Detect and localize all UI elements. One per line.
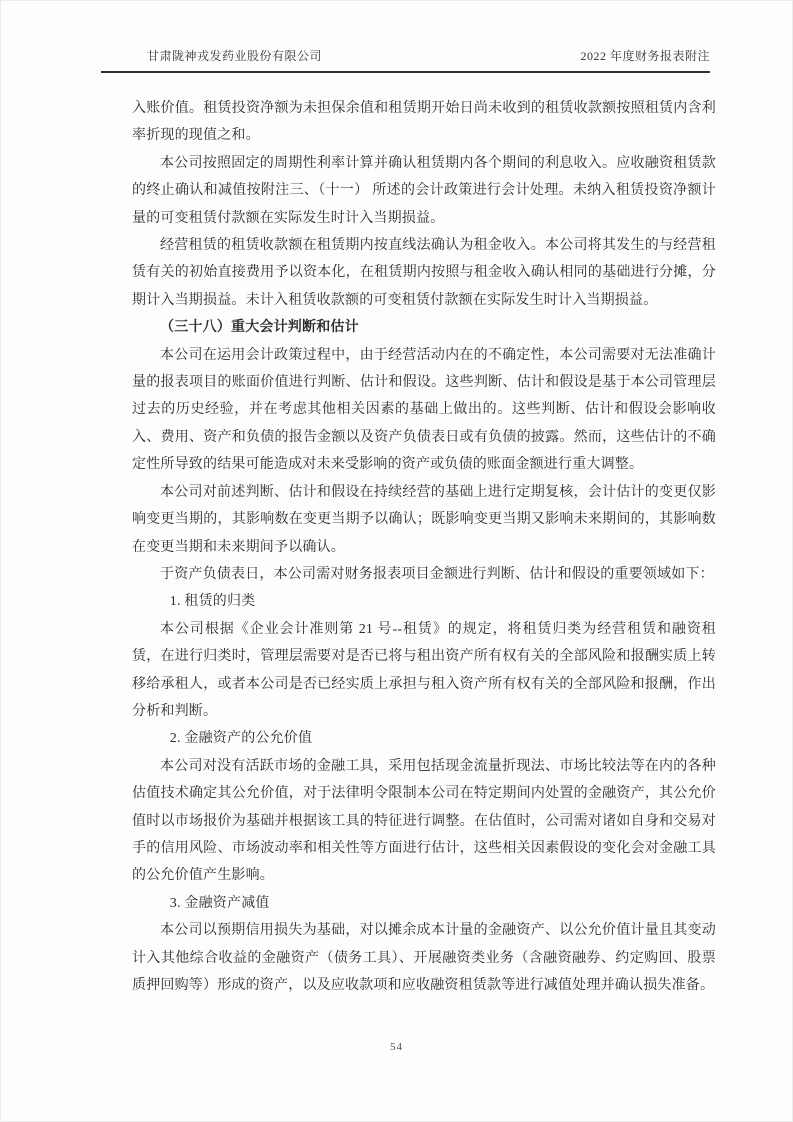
heading-significant-judgments: （三十八）重大会计判断和估计 — [160, 320, 359, 336]
para-key-areas-intro: 于资产负债表日，本公司需对财务报表项目金额进行判断、估计和假设的重要领域如下： — [160, 566, 714, 582]
para-impairment-detail: 本公司以预期信用损失为基础，对以摊余成本计量的金融资产、以公允价值计量且其变动计入其他综合收益的金融资产（债务工具）、开展融资类业务（含融资融券、约定购回、股票质押回购等）形成的资产，以及应收款项和应收融资租赁款等进行减值处理并确认损失准备。 — [132, 923, 716, 993]
document-body — [132, 95, 716, 999]
para-lease-classification-detail: 本公司根据《企业会计准则第 21 号--租赁》的规定，将租赁归类为经营租赁和融资租赁，在进行归类时，管理层需要对是否已将与租出资产所有权有关的全部风险和报酬实质上转移给承租人，或者本公司是否已经实质上承担与租入资产所有权有关的全部风险和报酬，作出分析和判断。 — [132, 621, 716, 719]
item-lease-classification: 1. 租赁的归类 — [169, 594, 256, 610]
para-fair-value-detail: 本公司对没有活跃市场的金融工具，采用包括现金流量折现法、市场比较法等在内的各种估值技术确定其公允价值，对于法律明令限制本公司在特定期间内处置的金融资产，其公允价值时以市场报价为基础并根据该工具的特征进行调整。在估值时，公司需对诸如自身和交易对手的信用风险、市场波动率和相关性等方面进行估计，这些相关因素假设的变化会对金融工具的公允价值产生影响。 — [132, 758, 716, 884]
header-doc-title: 2022 年度财务报表附注 — [580, 49, 710, 63]
item-financial-asset-fair-value: 2. 金融资产的公允价值 — [169, 731, 313, 747]
para-operating-lease-income: 经营租赁的租赁收款额在租赁期内按直线法确认为租金收入。本公司将其发生的与经营租赁有关的初始直接费用予以资本化，在租赁期内按照与租金收入确认相同的基础进行分摊，分期计入当期损益。未计入租赁收款额的可变租赁付款额在实际发生时计入当期损益。 — [132, 238, 716, 308]
page-number: 54 — [390, 1041, 403, 1053]
header-company-name: 甘肃陇神戎发药业股份有限公司 — [147, 49, 323, 63]
para-lease-investment-net: 入账价值。租赁投资净额为未担保余值和租赁期开始日尚未收到的租赁收款额按照租赁内含利率折现的现值之和。 — [132, 101, 716, 144]
item-financial-asset-impairment: 3. 金融资产减值 — [169, 895, 270, 911]
para-periodic-review: 本公司对前述判断、估计和假设在持续经营的基础上进行定期复核，会计估计的变更仅影响变更当期的，其影响数在变更当期予以确认；既影响变更当期又影响未来期间的，其影响数在变更当期和未来期间予以确认。 — [132, 484, 716, 555]
page-header — [101, 47, 710, 73]
para-judgment-uncertainty: 本公司在运用会计政策过程中，由于经营活动内在的不确定性，本公司需要对无法准确计量的报表项目的账面价值进行判断、估计和假设。这些判断、估计和假设是基于本公司管理层过去的历史经验，并在考虑其他相关因素的基础上做出的。这些判断、估计和假设会影响收入、费用、资产和负债的报告金额以及资产负债表日或有负债的披露。然而，这些估计的不确定性所导致的结果可能造成对未来受影响的资产或负债的账面金额进行重大调整。 — [132, 347, 716, 473]
para-interest-income: 本公司按照固定的周期性利率计算并确认租赁期内各个期间的利息收入。应收融资租赁款的终止确认和减值按附注三、（十一） 所述的会计政策进行会计处理。未纳入租赁投资净额计量的可变租赁付款额在实际发生时计入当期损益。 — [132, 155, 716, 226]
